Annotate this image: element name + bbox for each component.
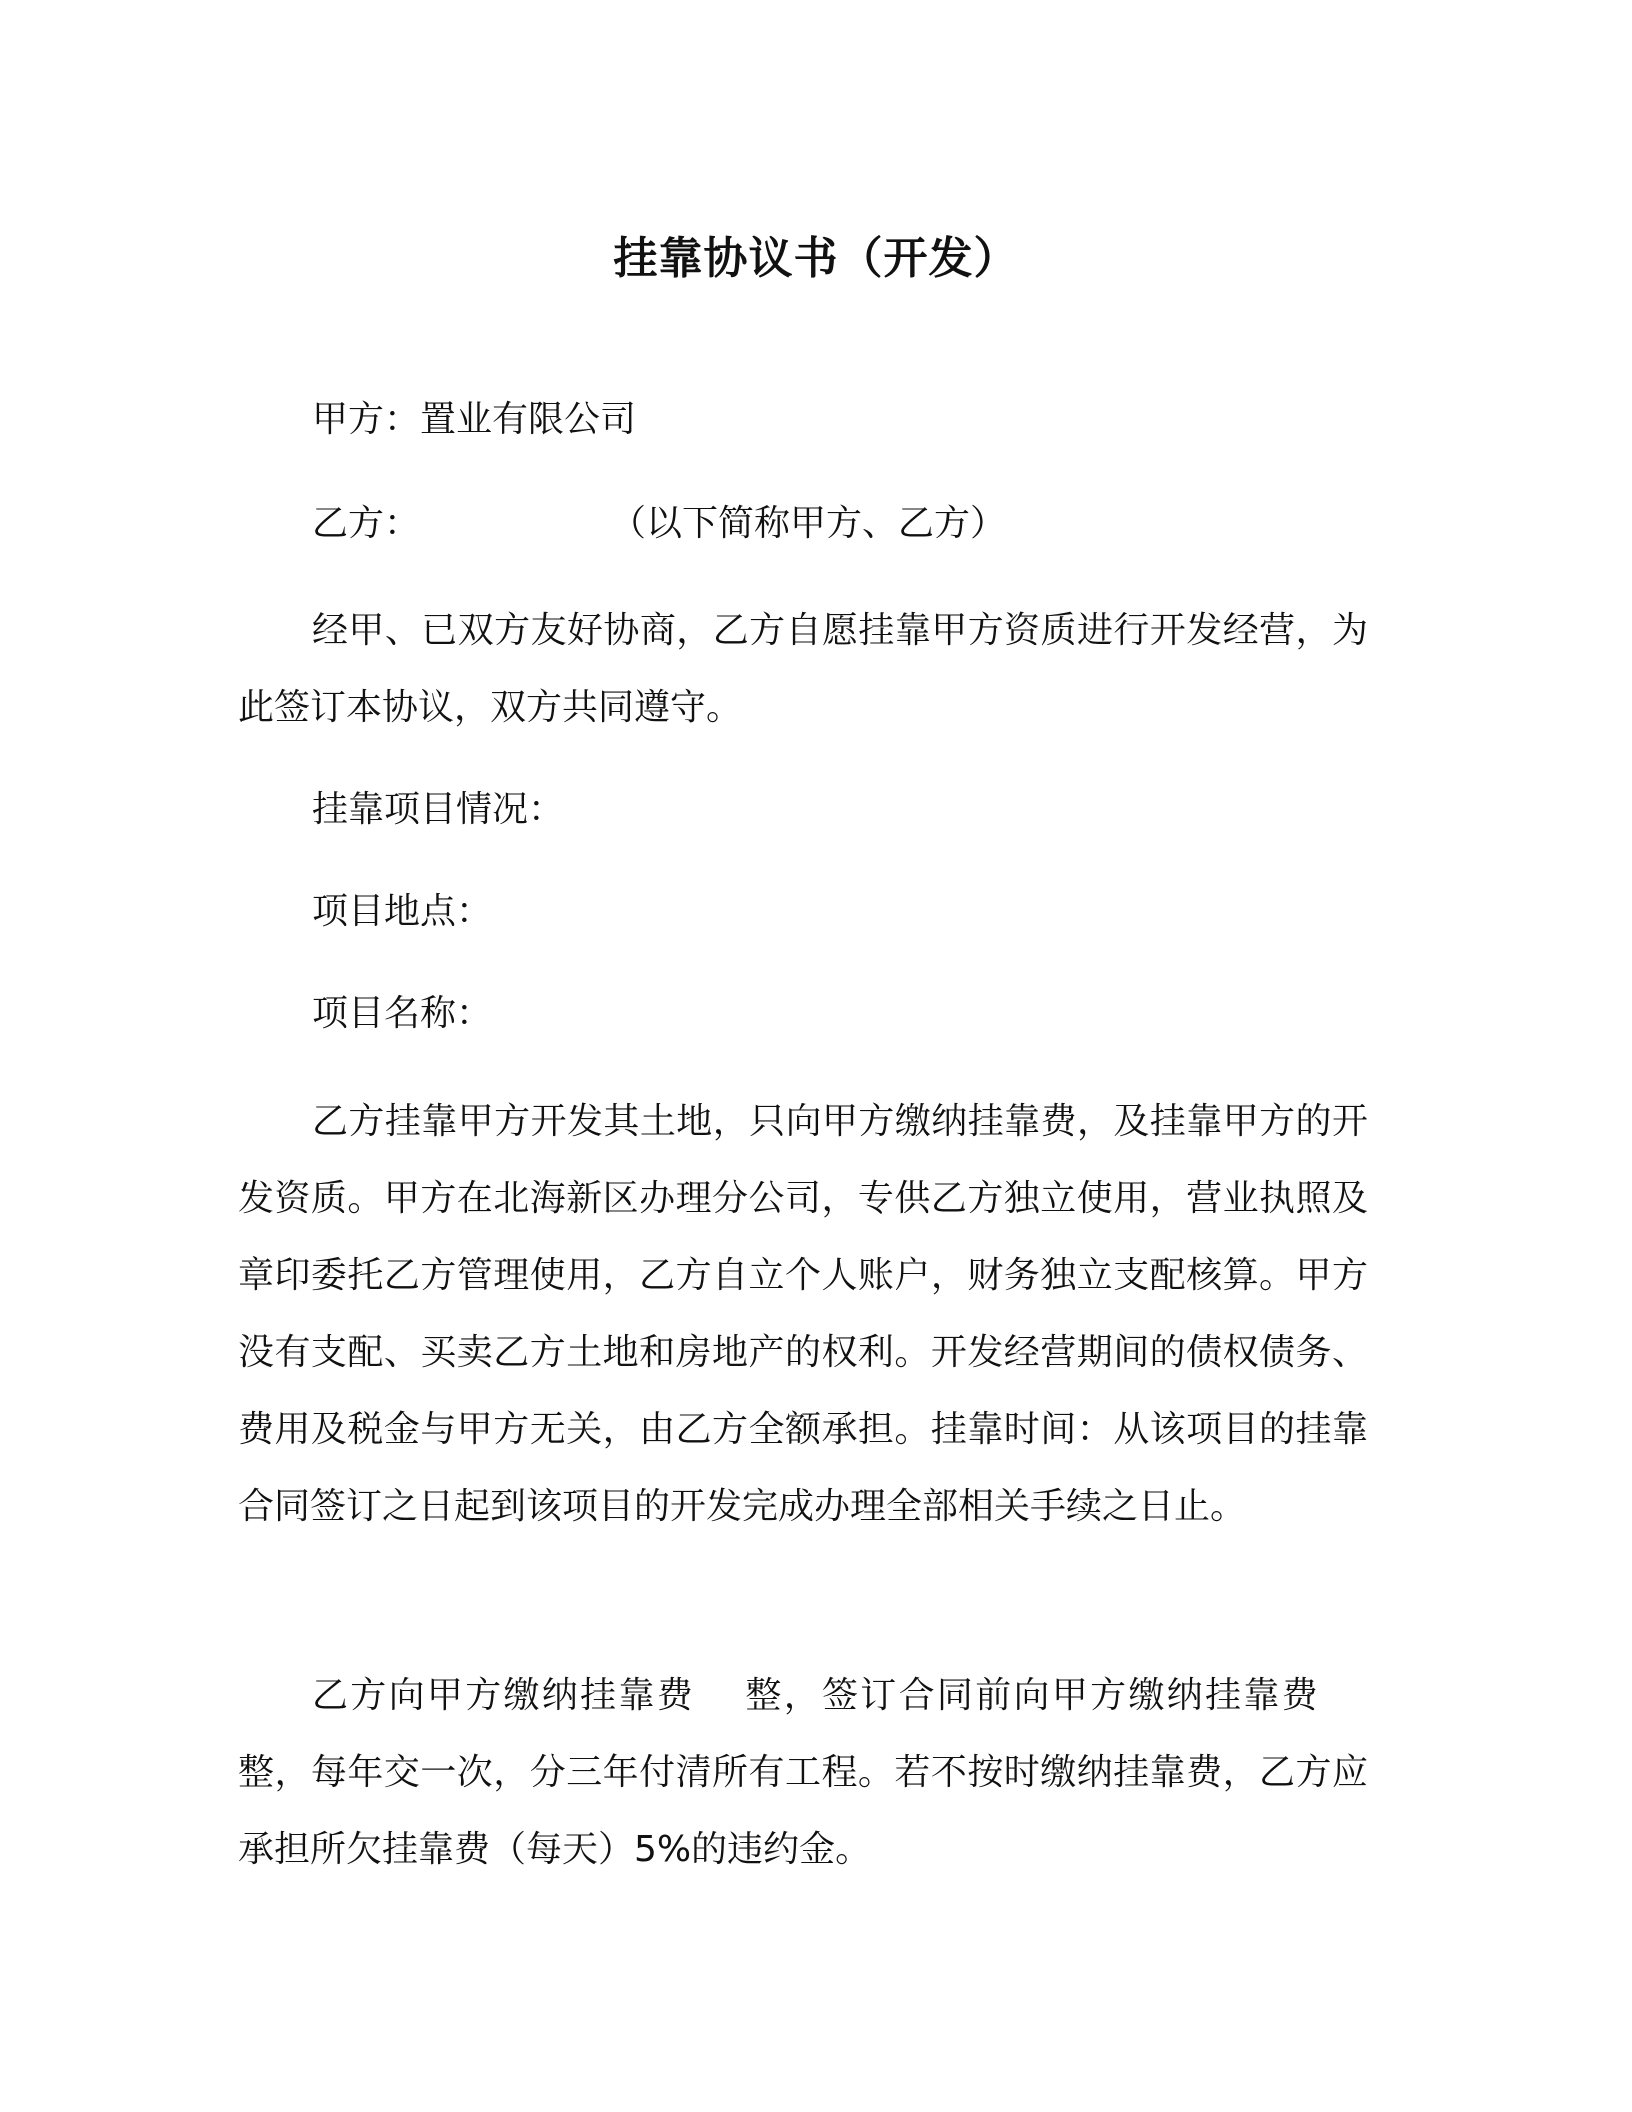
party-b-label: 乙方：: [312, 503, 421, 544]
clause-2-paragraph: [238, 1657, 1368, 1888]
party-b-line: [312, 500, 1006, 548]
party-a-value: 置业有限公司: [420, 399, 637, 440]
project-heading: 挂靠项目情况：: [312, 789, 565, 830]
project-location-label: 项目地点：: [312, 891, 493, 932]
party-a-label: 甲方：: [312, 399, 421, 440]
clause-2-part-3: 整，每年交一次，分三年付清所有工程。若不按时缴纳挂靠费，乙方应承担所欠挂靠费（每天）5%的违约金。: [238, 1752, 1368, 1870]
party-a-line: [312, 396, 636, 444]
clause-2-part-2: 整，签订合同前向甲方缴纳挂靠费: [743, 1675, 1320, 1716]
party-b-note: （以下简称甲方、乙方）: [610, 503, 1007, 544]
clause-1-paragraph: 乙方挂靠甲方开发其土地，只向甲方缴纳挂靠费，及挂靠甲方的开发资质。甲方在北海新区办理分公司，专供乙方独立使用，营业执照及章印委托乙方管理使用，乙方自立个人账户，财务独立支配核算。甲方没有支配、买卖乙方土地和房地产的权利。开发经营期间的债权债务、费用及税金与甲方无关，由乙方全额承担。挂靠时间：从该项目的挂靠合同签订之日起到该项目的开发完成办理全部相关手续之日止。: [238, 1101, 1368, 1527]
intro-paragraph: 经甲、已双方友好协商，乙方自愿挂靠甲方资质进行开发经营，为此签订本协议，双方共同遵守。: [238, 610, 1368, 728]
document-title: 挂靠协议书（开发）: [613, 233, 1019, 284]
project-name-label: 项目名称：: [312, 993, 493, 1034]
clause-2-part-1: 乙方向甲方缴纳挂靠费: [312, 1675, 696, 1716]
